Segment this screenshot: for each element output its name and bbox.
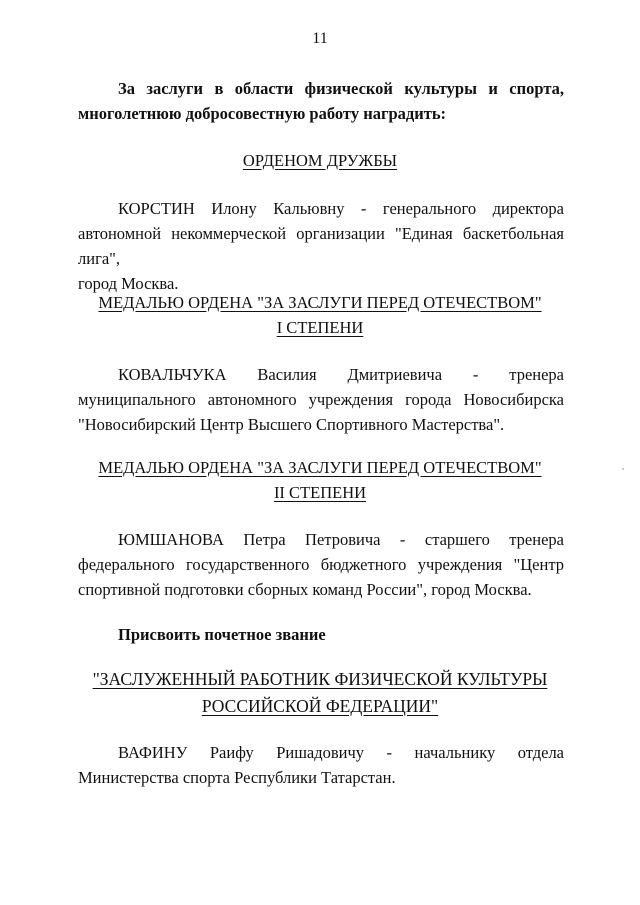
assign-label-line: Присвоить почетное звание	[118, 625, 326, 644]
award-heading-medal-first-degree	[60, 290, 580, 340]
recipient-line: спортивной подготовки сборных команд России", город Москва.	[78, 580, 532, 599]
award-heading-line: II СТЕПЕНИ	[273, 483, 367, 502]
award-recipient-yumshanov	[78, 527, 564, 602]
honorary-title-line: "ЗАСЛУЖЕННЫЙ РАБОТНИК ФИЗИЧЕСКОЙ КУЛЬТУРЫ	[92, 669, 548, 689]
award-heading-order-of-friendship	[60, 148, 580, 173]
scan-speck	[622, 468, 624, 470]
recipient-line: Министерства спорта Республики Татарстан.	[78, 768, 396, 787]
award-recipient-kovalchuk	[78, 362, 564, 437]
intro-paragraph	[78, 76, 564, 126]
page-number: 11	[312, 30, 328, 47]
recipient-line: муниципального автономного учреждения города Новосибирска	[78, 390, 564, 409]
recipient-line: КОВАЛЬЧУКА Василия Дмитриевича - тренера	[118, 365, 564, 384]
award-recipient-vafin	[78, 740, 564, 790]
recipient-line: ЮМШАНОВА Петра Петровича - старшего тренера	[118, 530, 564, 549]
recipient-line: КОРСТИН Илону Кальювну - генерального директора	[118, 199, 564, 218]
award-heading-line: I СТЕПЕНИ	[276, 318, 364, 337]
recipient-line: "Новосибирский Центр Высшего Спортивного Мастерства".	[78, 415, 505, 434]
recipient-line: автономной некоммерческой организации "Единая баскетбольная лига",	[78, 224, 564, 268]
award-recipient-korstin	[78, 196, 564, 296]
award-heading-medal-second-degree	[60, 455, 580, 505]
recipient-line: ВАФИНУ Раифу Ришадовичу - начальнику отдела	[118, 743, 564, 762]
honorary-title-line: РОССИЙСКОЙ ФЕДЕРАЦИИ"	[201, 696, 439, 716]
recipient-line: город Москва.	[78, 274, 179, 293]
honorary-title-heading	[60, 666, 580, 720]
intro-line-1: За заслуги в области физической культуры и спорта,	[118, 79, 564, 98]
recipient-line: федерального государственного бюджетного учреждения "Центр	[78, 555, 564, 574]
award-heading-line: ОРДЕНОМ ДРУЖБЫ	[242, 151, 398, 170]
award-heading-line: МЕДАЛЬЮ ОРДЕНА "ЗА ЗАСЛУГИ ПЕРЕД ОТЕЧЕСТВОМ"	[98, 458, 542, 477]
intro-line-2: многолетнюю добросовестную работу наградить:	[78, 104, 447, 123]
assign-title-label	[78, 622, 564, 647]
award-heading-line: МЕДАЛЬЮ ОРДЕНА "ЗА ЗАСЛУГИ ПЕРЕД ОТЕЧЕСТВОМ"	[98, 293, 542, 312]
